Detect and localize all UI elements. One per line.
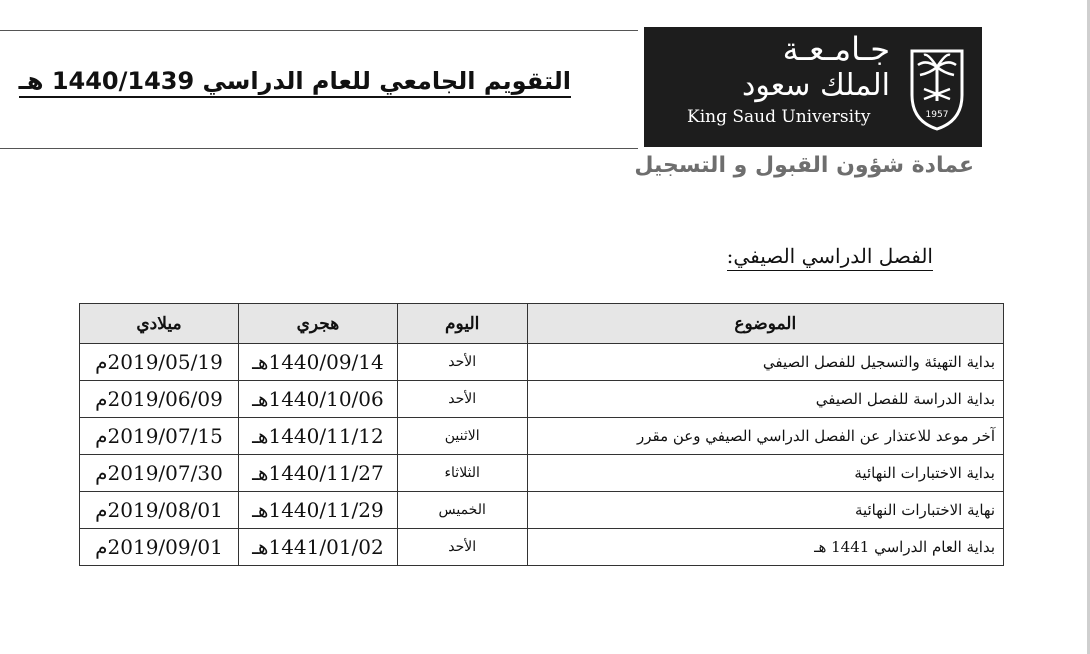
logo-name-english: King Saud University <box>687 107 871 127</box>
table-row <box>80 344 1004 381</box>
header-day: اليوم <box>397 304 527 344</box>
cell-gregorian: 2019/09/01م <box>80 529 239 566</box>
table-row <box>80 418 1004 455</box>
logo-name-arabic-line1: جـامـعـة <box>782 30 890 68</box>
title-divider-top <box>0 30 638 31</box>
table-row <box>80 381 1004 418</box>
deanship-name: عمادة شؤون القبول و التسجيل <box>634 153 974 178</box>
cell-subject: بداية الاختبارات النهائية <box>527 455 1003 492</box>
table-header-row <box>80 304 1004 344</box>
section-title-text: الفصل الدراسي الصيفي: <box>727 244 933 271</box>
cell-subject: بداية التهيئة والتسجيل للفصل الصيفي <box>527 344 1003 381</box>
university-logo <box>644 27 982 147</box>
cell-hijri: 1440/11/12هـ <box>238 418 397 455</box>
cell-hijri: 1440/10/06هـ <box>238 381 397 418</box>
cell-day: الاثنين <box>397 418 527 455</box>
cell-subject: بداية الدراسة للفصل الصيفي <box>527 381 1003 418</box>
cell-day: الثلاثاء <box>397 455 527 492</box>
cell-gregorian: 2019/05/19م <box>80 344 239 381</box>
seal-year: 1957 <box>925 110 949 120</box>
header-hijri: هجري <box>238 304 397 344</box>
palm-seal-icon <box>902 43 972 133</box>
cell-hijri: 1440/11/29هـ <box>238 492 397 529</box>
cell-gregorian: 2019/06/09م <box>80 381 239 418</box>
section-title <box>700 244 933 274</box>
table-row <box>80 492 1004 529</box>
header-gregorian: ميلادي <box>80 304 239 344</box>
cell-subject: بداية العام الدراسي 1441 هـ <box>527 529 1003 566</box>
header-subject: الموضوع <box>527 304 1003 344</box>
cell-gregorian: 2019/07/30م <box>80 455 239 492</box>
cell-hijri: 1440/09/14هـ <box>238 344 397 381</box>
cell-subject: آخر موعد للاعتذار عن الفصل الدراسي الصيفي وعن مقرر <box>527 418 1003 455</box>
cell-day: الأحد <box>397 381 527 418</box>
cell-day: الأحد <box>397 344 527 381</box>
page-title <box>18 67 571 103</box>
cell-hijri: 1440/11/27هـ <box>238 455 397 492</box>
cell-gregorian: 2019/07/15م <box>80 418 239 455</box>
table-row <box>80 455 1004 492</box>
table-row <box>80 529 1004 566</box>
title-divider-bottom <box>0 148 638 149</box>
calendar-table <box>79 303 1004 566</box>
cell-day: الأحد <box>397 529 527 566</box>
logo-name-arabic-line2: الملك سعود <box>741 68 890 103</box>
cell-day: الخميس <box>397 492 527 529</box>
page-title-text: التقويم الجامعي للعام الدراسي 1440/1439 هـ <box>19 67 571 98</box>
cell-gregorian: 2019/08/01م <box>80 492 239 529</box>
cell-hijri: 1441/01/02هـ <box>238 529 397 566</box>
cell-subject: نهاية الاختبارات النهائية <box>527 492 1003 529</box>
